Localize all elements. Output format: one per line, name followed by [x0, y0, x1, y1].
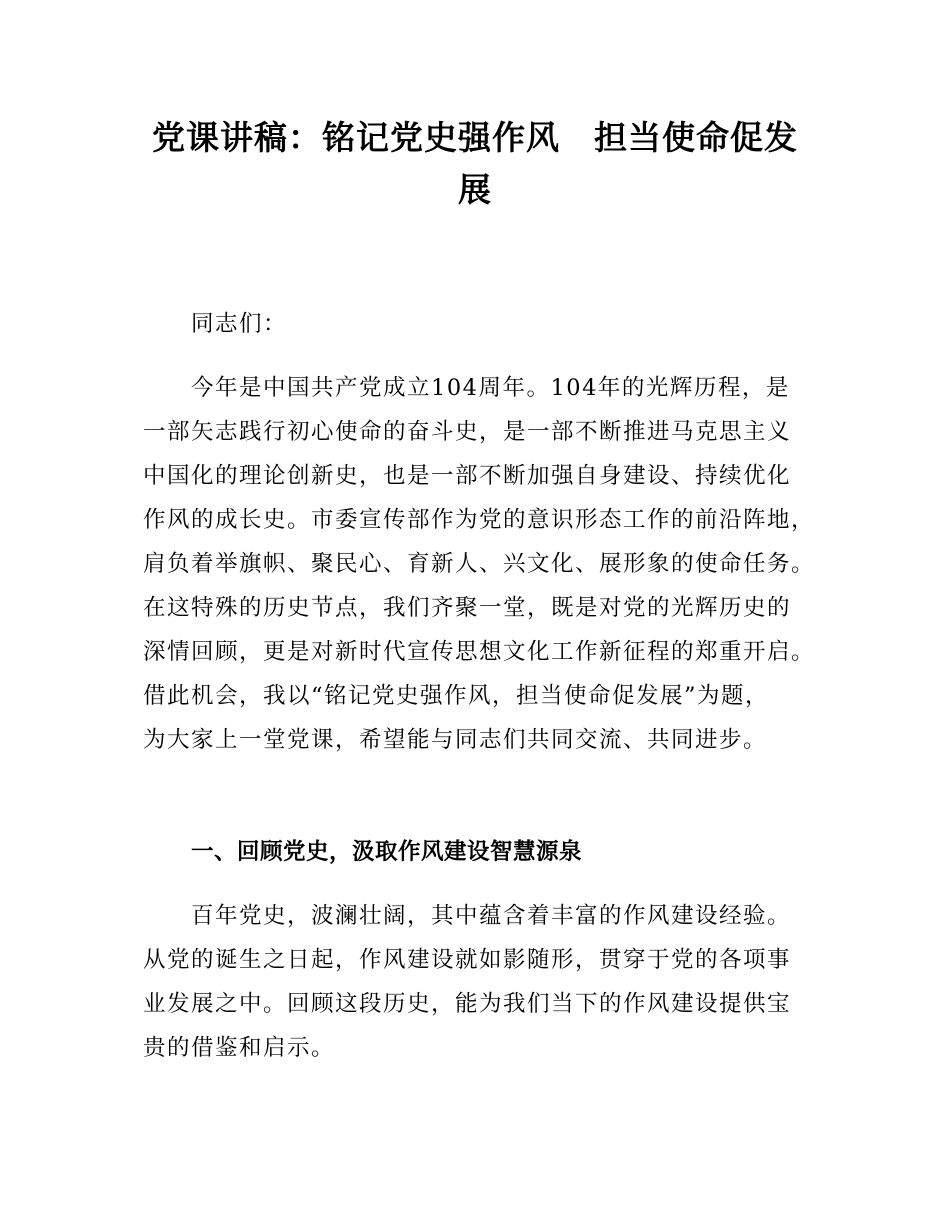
paragraph-line: 借此机会，我以“铭记党史强作风，担当使命促发展”为题，	[143, 683, 770, 709]
paragraph-line: 中国化的理论创新史，也是一部不断加强自身建设、持续优化	[143, 463, 792, 489]
salutation-text: 同志们：	[191, 311, 288, 337]
paragraph-line: 一部矢志践行初心使命的奋斗史，是一部不断推进马克思主义	[143, 419, 792, 445]
intro-paragraph	[143, 366, 833, 762]
paragraph-line: 深情回顾，更是对新时代宣传思想文化工作新征程的郑重开启。	[143, 639, 816, 665]
page-title	[145, 112, 805, 216]
section-heading: 一、回顾党史，汲取作风建设智慧源泉	[191, 839, 583, 865]
paragraph-line: 在这特殊的历史节点，我们齐聚一堂，既是对党的光辉历史的	[143, 595, 792, 621]
section1-paragraph	[143, 894, 833, 1070]
paragraph-line: 肩负着举旗帜、聚民心、育新人、兴文化、展形象的使命任务。	[143, 551, 816, 577]
salutation	[143, 302, 833, 346]
paragraph-line: 作风的成长史。市委宣传部作为党的意识形态工作的前沿阵地，	[143, 507, 816, 533]
paragraph-line: 业发展之中。回顾这段历史，能为我们当下的作风建设提供宝	[143, 991, 792, 1017]
paragraph-line: 为大家上一堂党课，希望能与同志们共同交流、共同进步。	[143, 727, 768, 753]
paragraph-line: 贵的借鉴和启示。	[143, 1035, 336, 1061]
paragraph-line: 百年党史，波澜壮阔，其中蕴含着丰富的作风建设经验。	[191, 903, 792, 929]
paragraph-line: 从党的诞生之日起，作风建设就如影随形，贯穿于党的各项事	[143, 947, 792, 973]
title-line-2: 展	[458, 170, 492, 209]
paragraph-line: 今年是中国共产党成立104周年。104年的光辉历程，是	[191, 375, 790, 401]
title-line-1: 党课讲稿：铭记党史强作风 担当使命促发	[152, 118, 798, 157]
